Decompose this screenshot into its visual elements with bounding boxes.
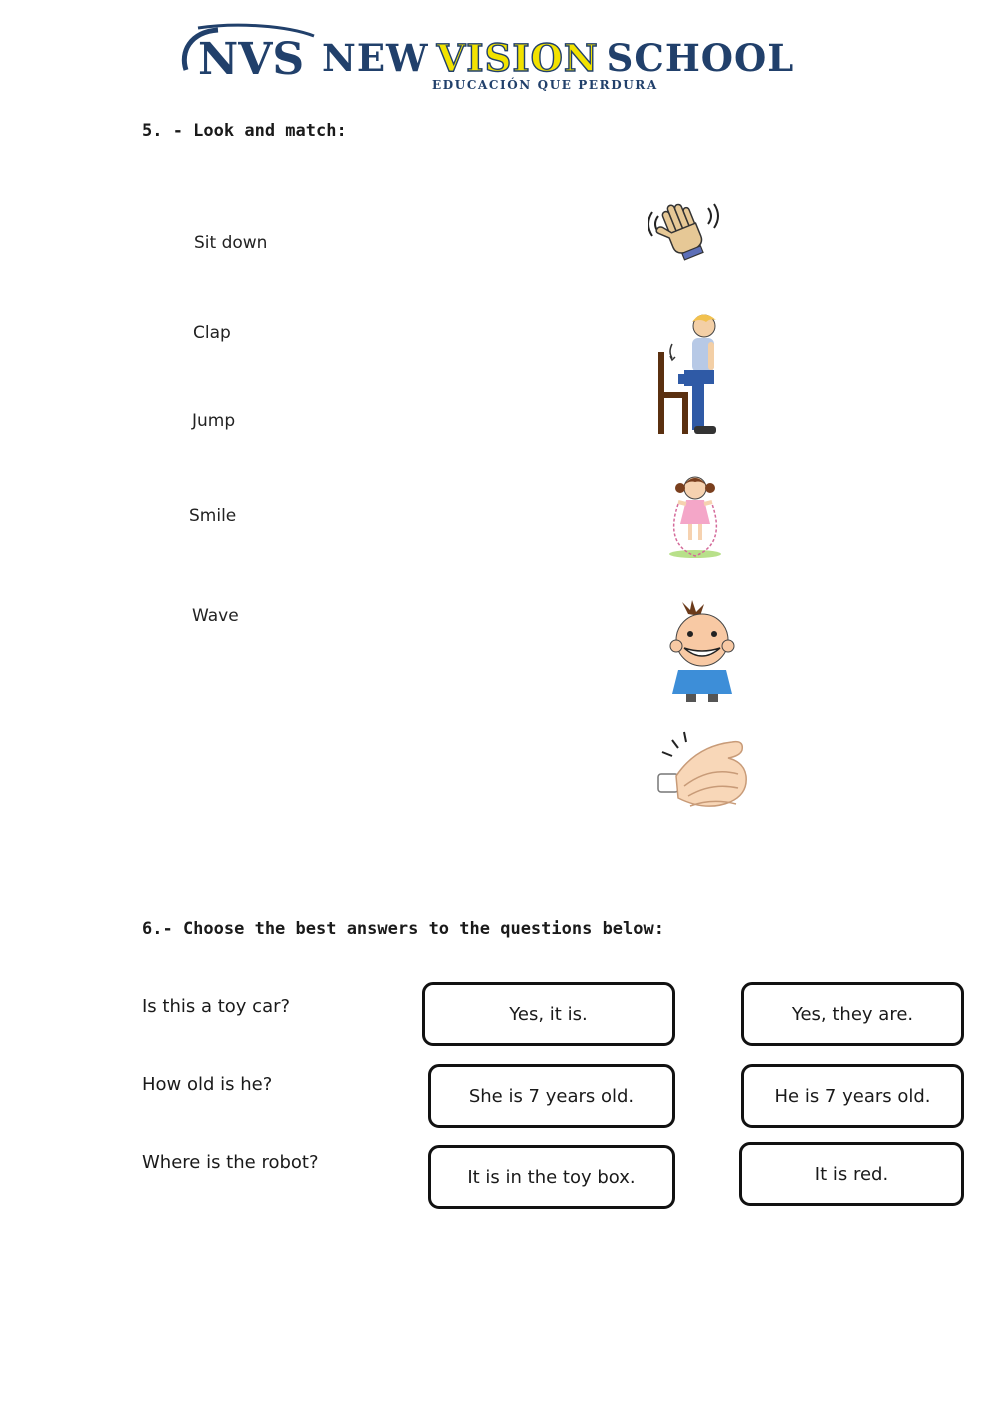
school-name-school: SCHOOL (606, 36, 795, 80)
logo-monogram-text: NVS (198, 34, 305, 82)
school-tagline: EDUCACIÓN QUE PERDURA (432, 78, 658, 92)
girl-skipping-rope-icon[interactable] (660, 470, 730, 562)
match-word-sit-down[interactable]: Sit down (194, 233, 268, 253)
answer-option-2a[interactable]: She is 7 years old. (428, 1064, 675, 1128)
answer-option-3a[interactable]: It is in the toy box. (428, 1145, 675, 1209)
boy-sitting-on-chair-icon[interactable] (650, 308, 730, 440)
question-1: Is this a toy car? (142, 996, 291, 1017)
exercise-5-title: 5. - Look and match: (142, 121, 347, 141)
answer-option-1b[interactable]: Yes, they are. (741, 982, 964, 1046)
school-name (322, 36, 794, 80)
exercise-6-title: 6.- Choose the best answers to the questions below: (142, 919, 664, 939)
school-name-vision: VISION (436, 36, 599, 80)
question-2: How old is he? (142, 1074, 273, 1095)
school-name-new: NEW (322, 36, 429, 80)
smiling-boy-icon[interactable] (662, 600, 744, 706)
match-word-clap[interactable]: Clap (193, 323, 231, 343)
question-3: Where is the robot? (142, 1152, 319, 1173)
match-word-wave[interactable]: Wave (192, 606, 239, 626)
match-word-smile[interactable]: Smile (189, 506, 237, 526)
clapping-hands-icon[interactable] (654, 726, 760, 824)
waving-hand-icon[interactable] (648, 194, 720, 264)
answer-option-2b[interactable]: He is 7 years old. (741, 1064, 964, 1128)
answer-option-1a[interactable]: Yes, it is. (422, 982, 675, 1046)
match-word-jump[interactable]: Jump (192, 411, 236, 431)
school-logo-monogram (178, 22, 318, 82)
answer-option-3b[interactable]: It is red. (739, 1142, 964, 1206)
